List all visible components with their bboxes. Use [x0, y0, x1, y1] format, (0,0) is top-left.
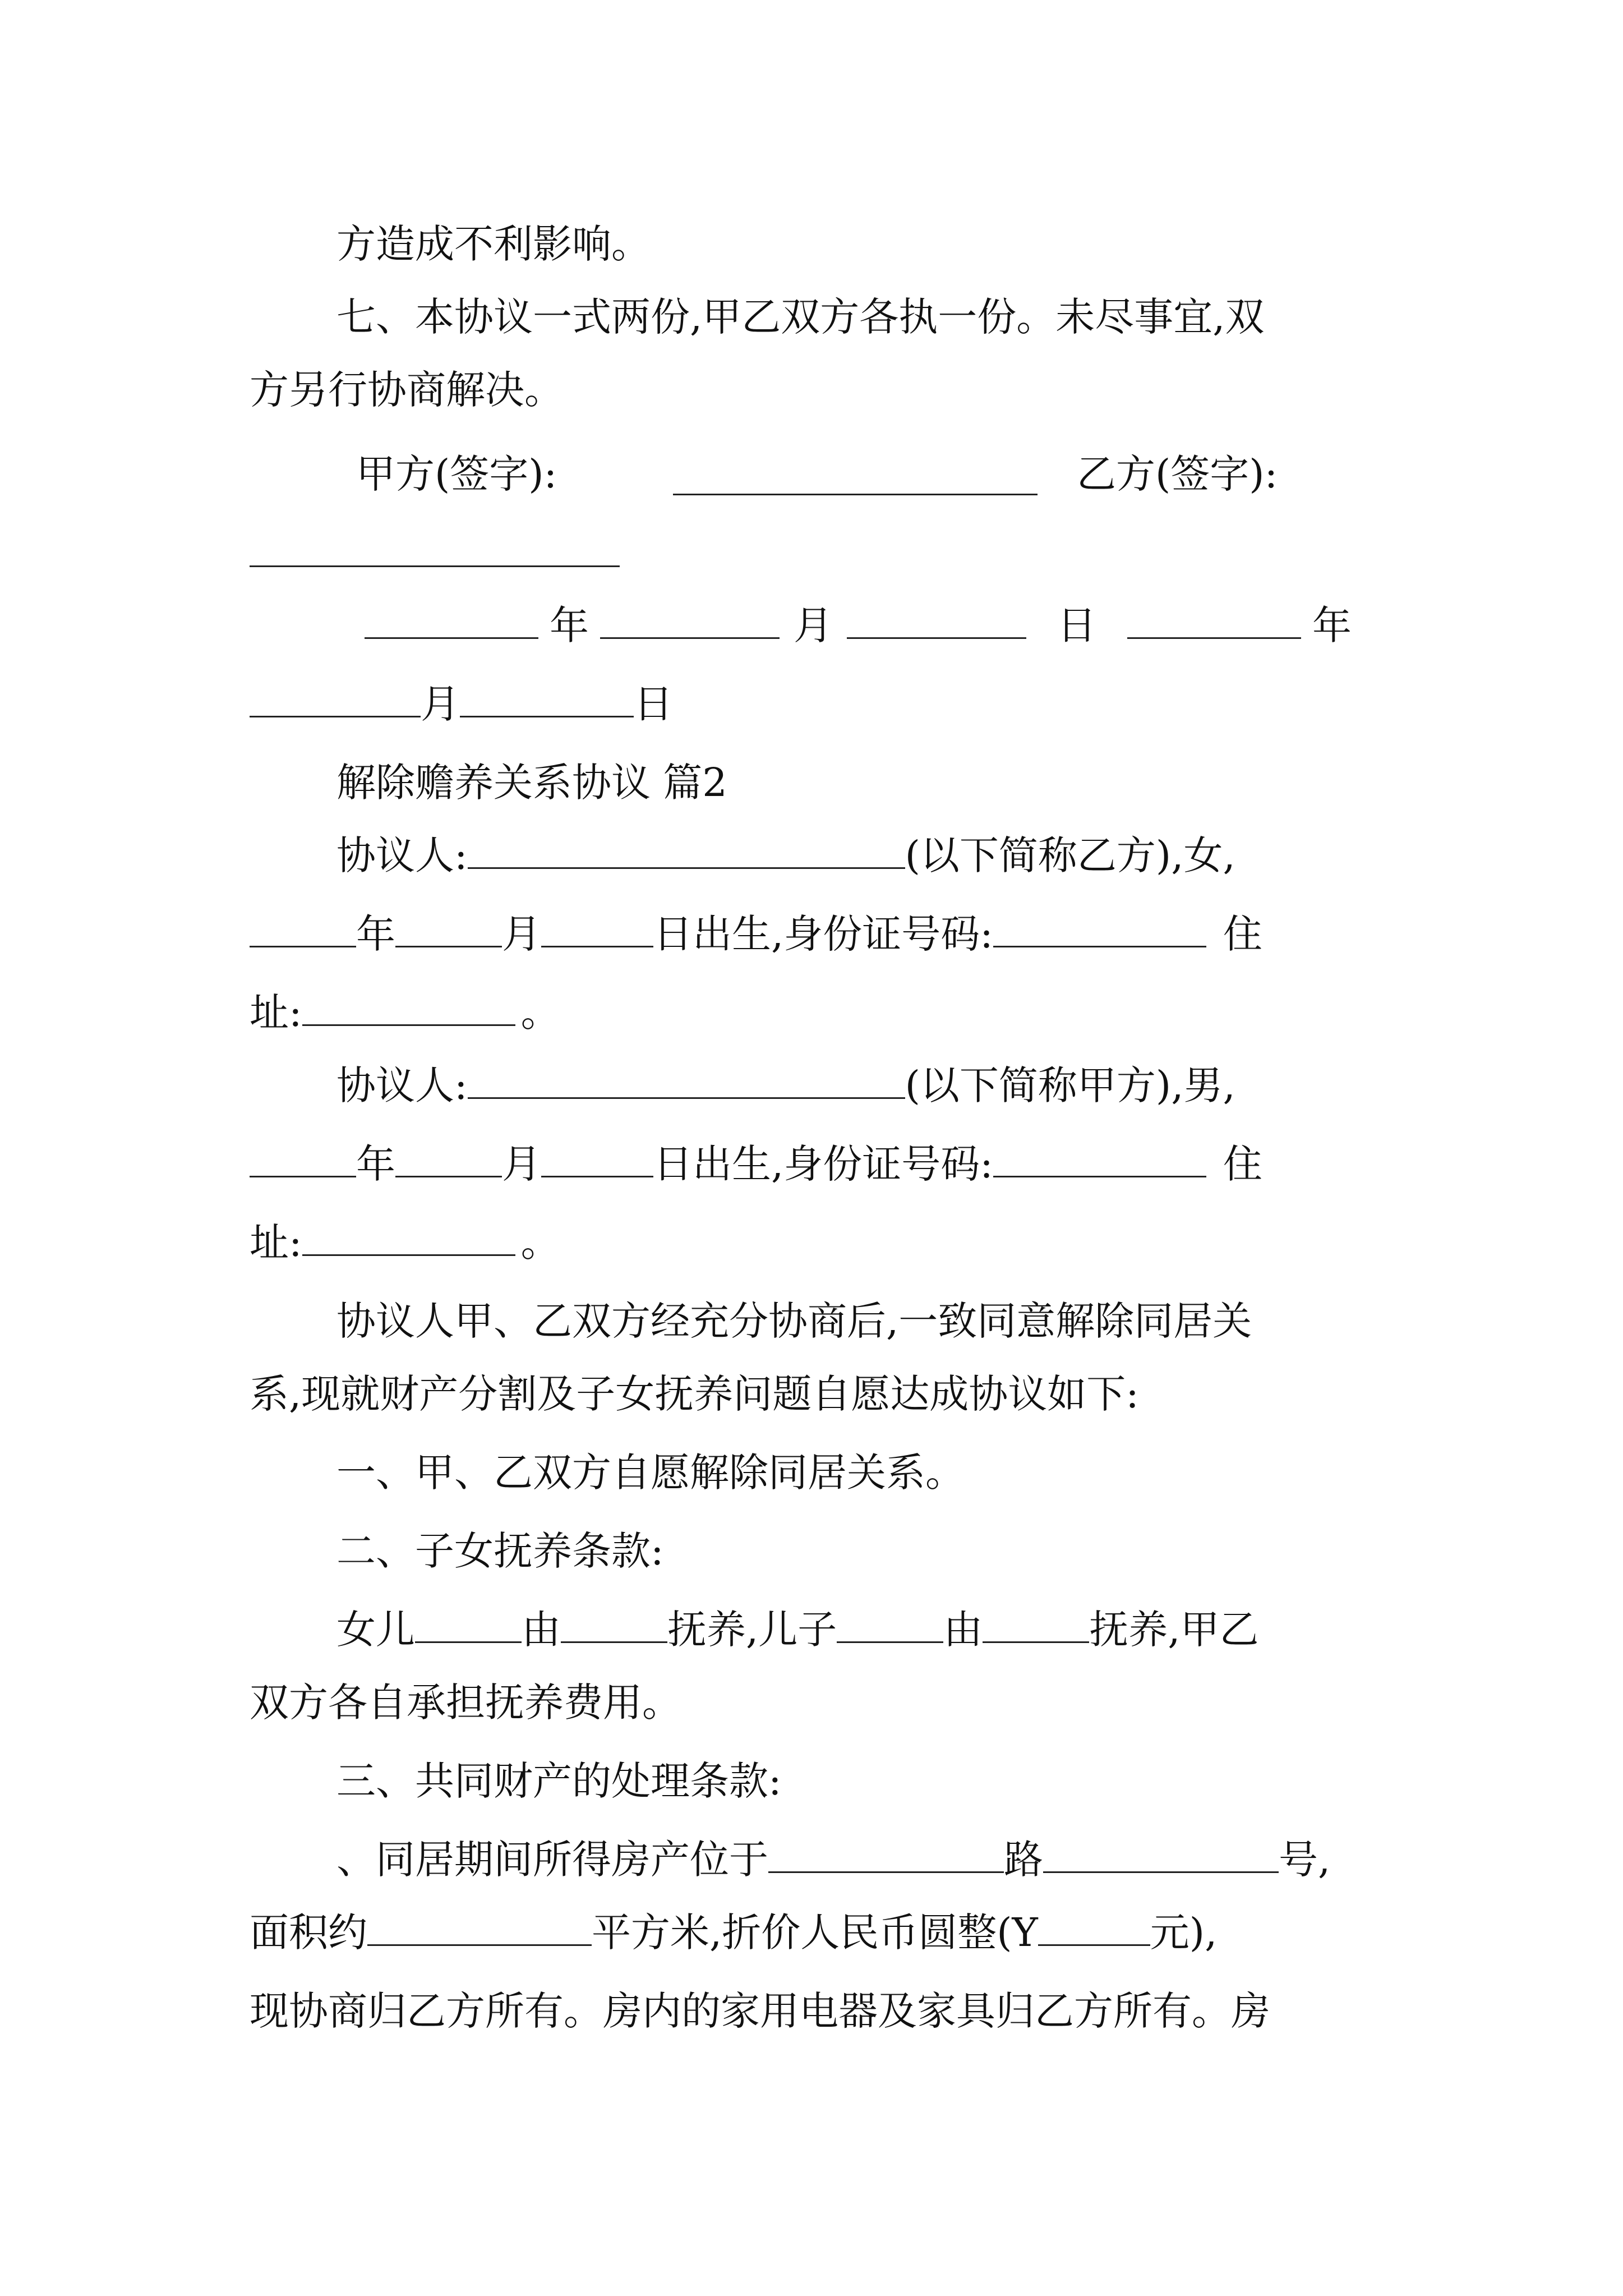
- son-custodian-blank[interactable]: [983, 1607, 1089, 1643]
- year-blank[interactable]: [250, 911, 356, 947]
- date-line-1: 年 月 日 年: [365, 595, 1363, 656]
- id-number-blank[interactable]: [993, 1141, 1206, 1177]
- daughter-guardian-blank[interactable]: [415, 1607, 522, 1643]
- area-blank[interactable]: [367, 1910, 592, 1946]
- party-b-line-3: 址: 。: [250, 990, 560, 1036]
- id-number-blank[interactable]: [993, 911, 1206, 947]
- road-blank[interactable]: [768, 1837, 1004, 1873]
- date-line-2: 月 日: [250, 673, 673, 735]
- address-blank[interactable]: [302, 990, 515, 1026]
- party-b-line-2: 年 月 日出生,身份证号码: 住: [250, 903, 1262, 965]
- party-b-name-blank[interactable]: [468, 832, 905, 869]
- price-blank[interactable]: [1038, 1910, 1150, 1946]
- signature-party-a-blank[interactable]: [673, 494, 1038, 495]
- day-blank[interactable]: [847, 602, 1026, 639]
- party-b-line-1: 协议人: (以下简称乙方),女,: [336, 832, 1235, 878]
- intro-line-1: 协议人甲、乙双方经充分协商后,一致同意解除同居关: [336, 1298, 1252, 1344]
- ownership-line: 现协商归乙方所有。房内的家用电器及家具归乙方所有。房: [250, 1988, 1270, 2034]
- section-title: 解除赡养关系协议 篇2: [336, 760, 727, 806]
- clause-three: 三、共同财产的处理条款:: [336, 1758, 782, 1804]
- clause-seven-line-2: 方另行协商解决。: [250, 367, 564, 413]
- month-blank[interactable]: [600, 602, 780, 639]
- signature-party-a-label: 甲方(签字):: [356, 451, 557, 497]
- house-number-blank[interactable]: [1043, 1837, 1279, 1873]
- daughter-custodian-blank[interactable]: [561, 1607, 667, 1643]
- son-guardian-blank[interactable]: [837, 1607, 943, 1643]
- year-blank[interactable]: [250, 1141, 356, 1177]
- address-blank[interactable]: [302, 1220, 515, 1256]
- intro-line-2: 系,现就财产分割及子女抚养问题自愿达成协议如下:: [250, 1371, 1139, 1417]
- month-blank[interactable]: [395, 1141, 502, 1177]
- clause-two: 二、子女抚养条款:: [336, 1528, 664, 1574]
- party-a-line-1: 协议人: (以下简称甲方),男,: [336, 1062, 1235, 1108]
- party-a-name-blank[interactable]: [468, 1062, 905, 1099]
- signature-party-b-label: 乙方(签字):: [1077, 451, 1278, 497]
- house-line: 、同居期间所得房产位于 路 号,: [336, 1837, 1331, 1883]
- signature-party-b-blank[interactable]: [250, 565, 620, 567]
- party-a-line-3: 址: 。: [250, 1220, 560, 1266]
- text-line: 方造成不利影响。: [336, 221, 651, 267]
- day-blank[interactable]: [541, 911, 653, 947]
- clause-one: 一、甲、乙双方自愿解除同居关系。: [336, 1450, 965, 1496]
- child-custody-line-2: 双方各自承担抚养费用。: [250, 1680, 681, 1726]
- child-custody-line-1: 女儿 由 抚养,儿子 由 抚养,甲乙: [336, 1607, 1259, 1653]
- year-blank[interactable]: [365, 602, 538, 639]
- year-blank[interactable]: [1127, 602, 1301, 639]
- month-blank[interactable]: [250, 681, 421, 717]
- day-blank[interactable]: [460, 681, 634, 717]
- month-blank[interactable]: [395, 911, 502, 947]
- day-blank[interactable]: [541, 1141, 653, 1177]
- party-a-line-2: 年 月 日出生,身份证号码: 住: [250, 1133, 1262, 1195]
- clause-seven-line-1: 七、本协议一式两份,甲乙双方各执一份。未尽事宜,双: [336, 294, 1265, 340]
- area-line: 面积约 平方米,折价人民币圆整(Y 元),: [250, 1910, 1218, 1955]
